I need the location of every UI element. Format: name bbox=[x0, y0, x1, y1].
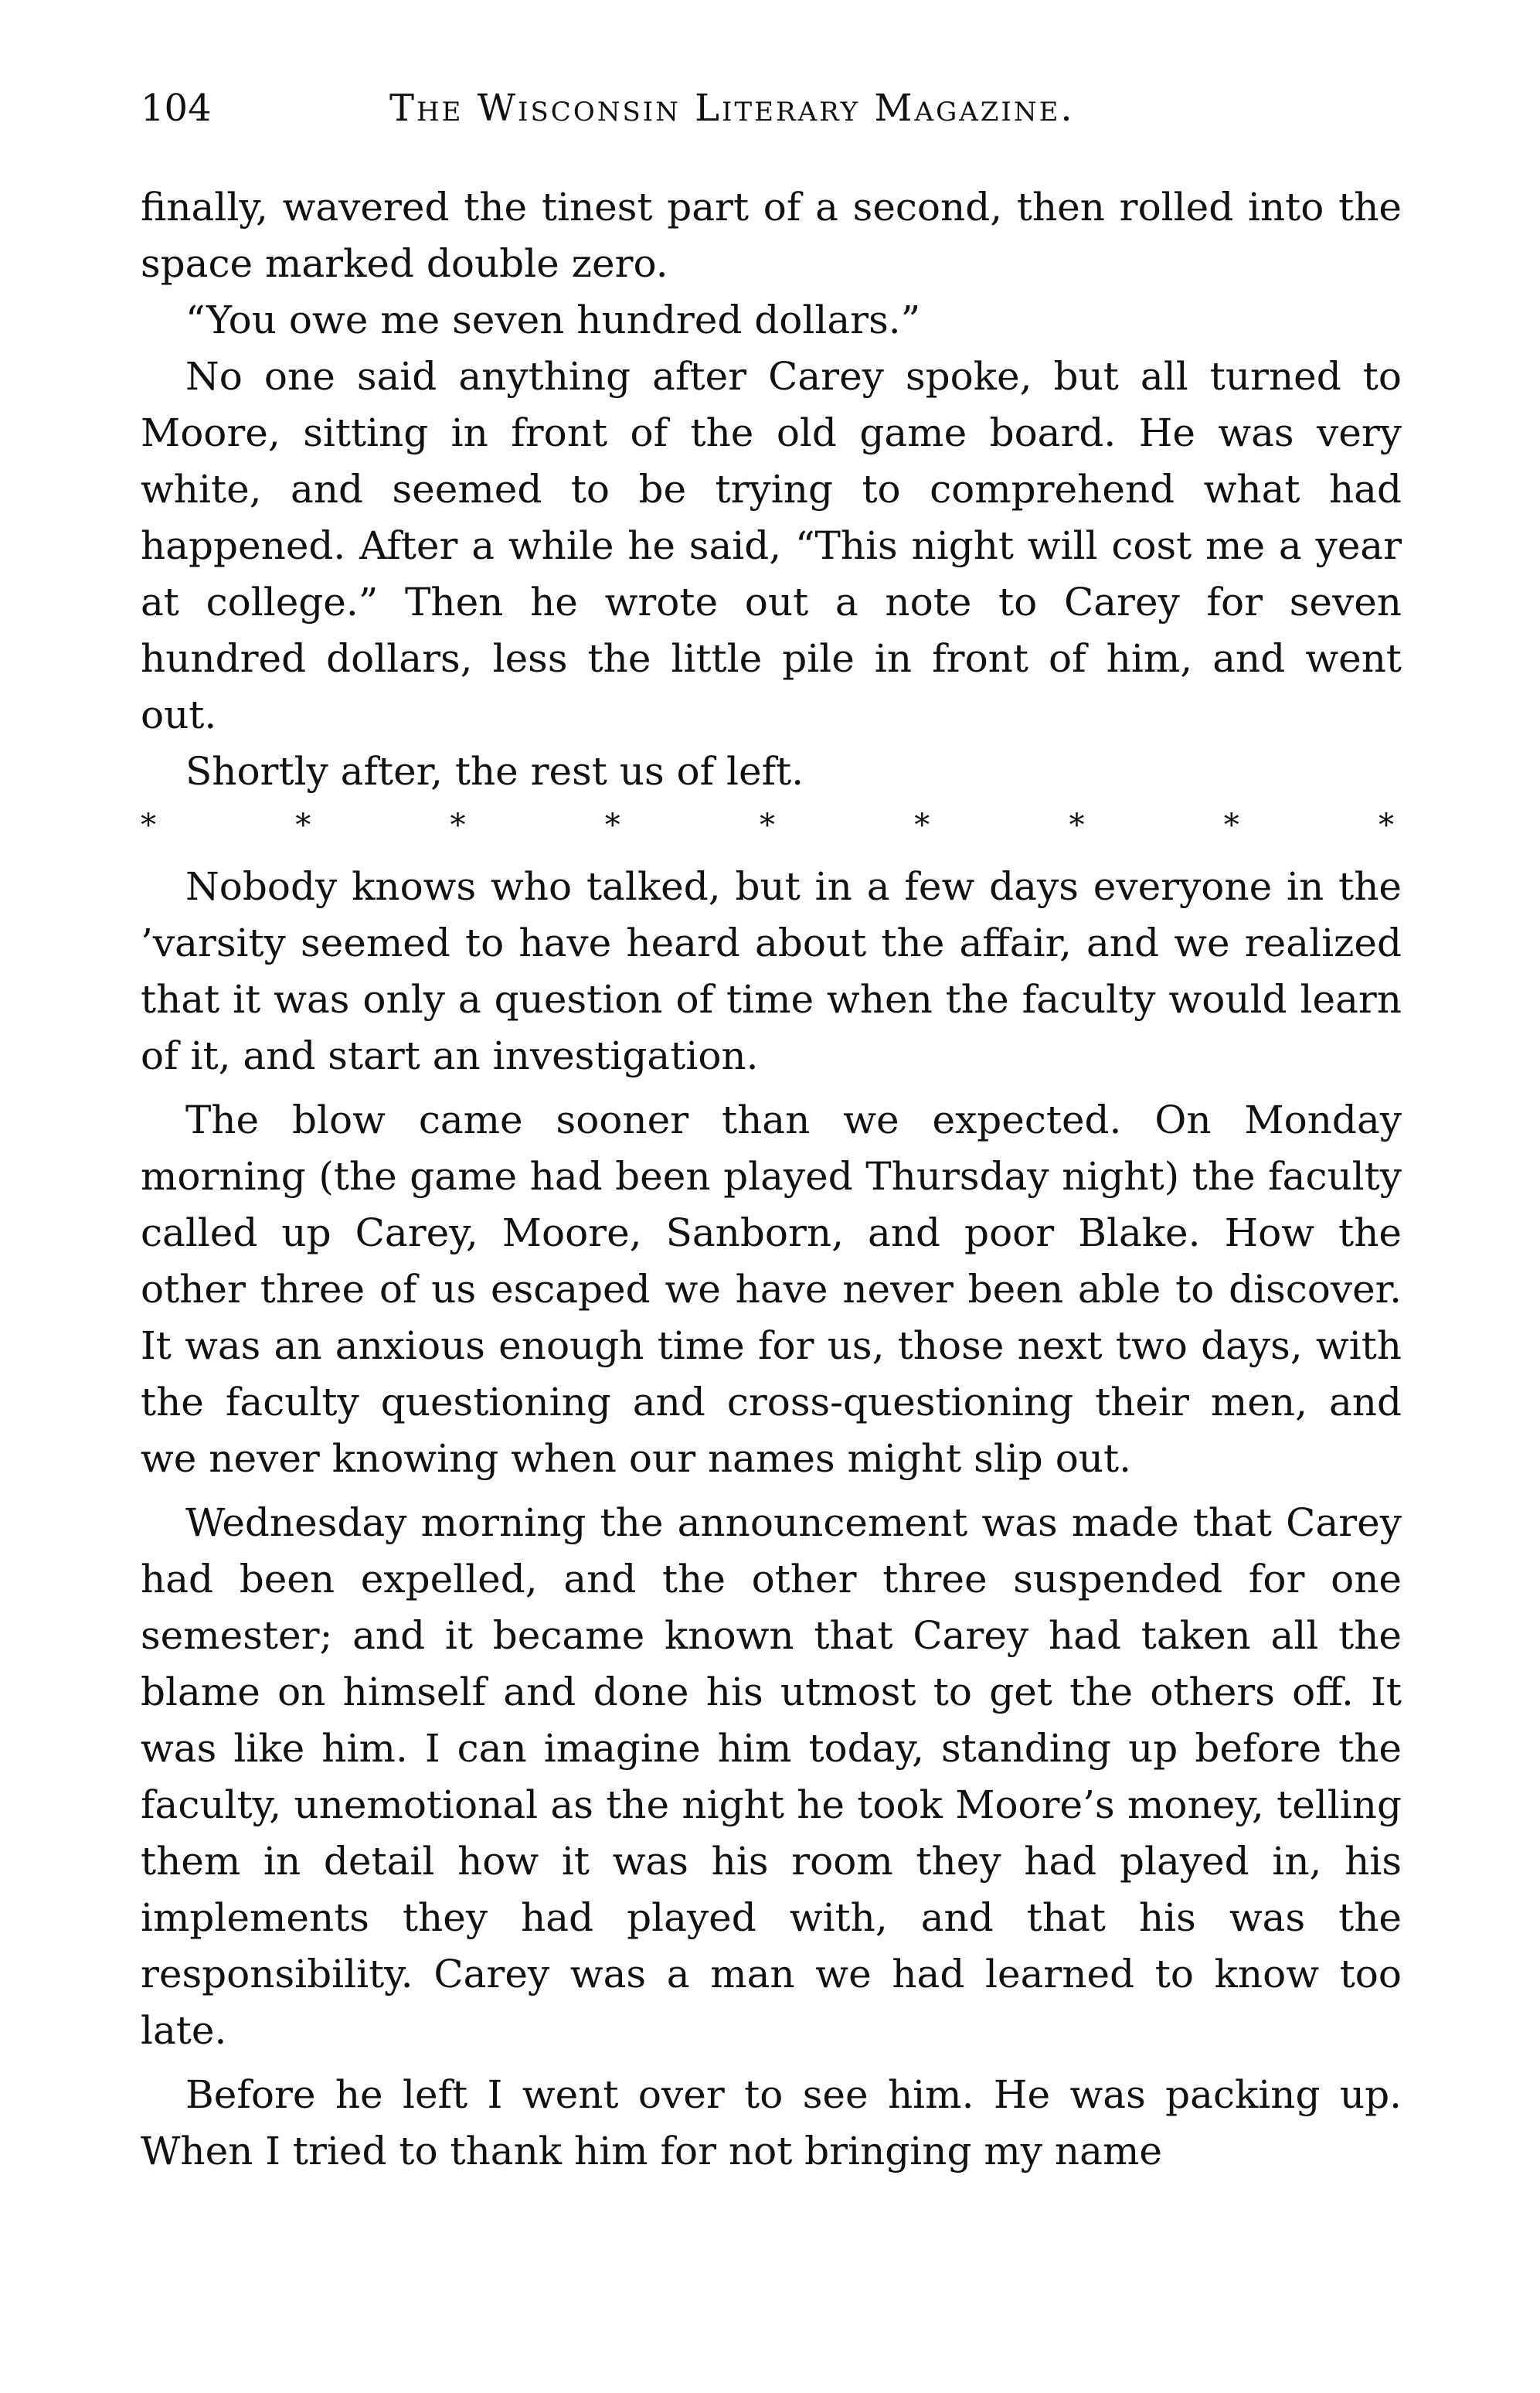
paragraph: finally, wavered the tinest part of a second, then rolled into the space marked double zero. bbox=[141, 185, 1402, 286]
paragraph: Before he left I went over to see him. He was packing up. When I tried to thank him for not bringing my name bbox=[141, 2072, 1402, 2173]
paragraph: No one said anything after Carey spoke, but all turned to Moore, sitting in front of the old game board. He was very white, and seemed to be trying to comprehend what had happened. After a while he said, “This night will cost me a year at college.” Then he wrote out a note to Carey for seven hundred dollars, less the little pile in front of him, and went out. bbox=[141, 354, 1402, 737]
asterisk: * bbox=[914, 808, 930, 843]
asterisk: * bbox=[1379, 808, 1394, 843]
asterisk: * bbox=[1223, 808, 1239, 843]
page-number: 104 bbox=[141, 87, 212, 130]
page-header bbox=[141, 77, 1402, 139]
asterisk: * bbox=[760, 808, 775, 843]
running-head: The Wisconsin Literary Magazine. bbox=[389, 87, 1075, 130]
asterisk: * bbox=[604, 808, 620, 843]
paragraph: “You owe me seven hundred dollars.” bbox=[185, 298, 921, 342]
paragraph: The blow came sooner than we expected. On Monday morning (the game had been played Thursday night) the faculty called up Carey, Moore, Sanborn, and poor Blake. How the other three of us escaped we have never been able to discover. It was an anxious enough time for us, those next two days, with the faculty questioning and cross-questioning their men, and we never knowing when our names might slip out. bbox=[141, 1098, 1402, 1481]
page bbox=[141, 77, 1402, 2180]
body-text bbox=[141, 179, 1402, 2180]
paragraph: Shortly after, the rest us of left. bbox=[185, 749, 804, 794]
asterisk: * bbox=[295, 808, 311, 843]
asterisk: * bbox=[450, 808, 466, 843]
paragraph: Wednesday morning the announcement was made that Carey had been expelled, and the other three suspended for one semester; and it became known that Carey had taken all the blame on himself and done his utmost to get the others off. It was like him. I can imagine him today, standing up before the faculty, unemotional as the night he took Moore’s money, telling them in detail how it was his room they had played in, his implements they had played with, and that his was the responsibility. Carey was a man we had learned to know too late. bbox=[141, 1500, 1402, 2053]
asterisk: * bbox=[1069, 808, 1085, 843]
paragraph: Nobody knows who talked, but in a few days everyone in the ’varsity seemed to have heard about the affair, and we realized that it was only a question of time when the faculty would learn of it, and start an investigation. bbox=[141, 864, 1402, 1078]
asterisk: * bbox=[141, 808, 156, 843]
section-break bbox=[141, 803, 1402, 848]
